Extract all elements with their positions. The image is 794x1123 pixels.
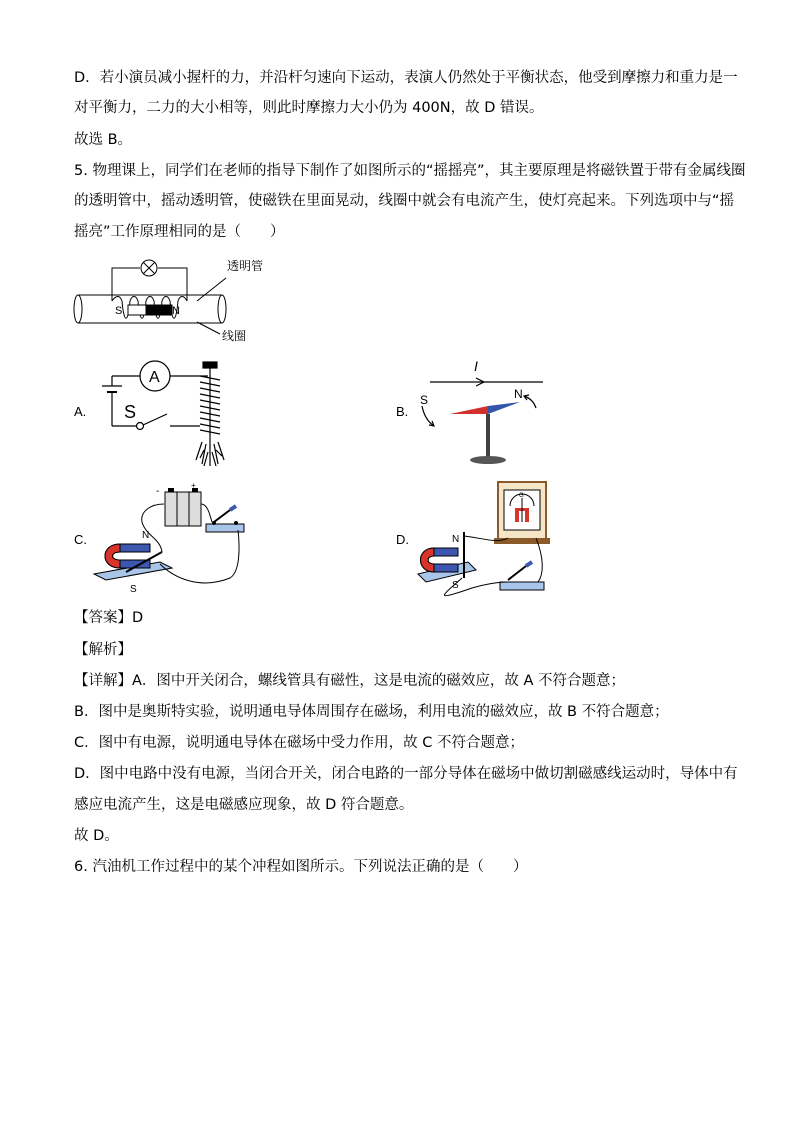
- switch-base: [500, 582, 544, 590]
- option-a-figure: [90, 356, 240, 471]
- wire: [160, 530, 239, 583]
- question-6-line: 6. 汽油机工作过程中的某个冲程如图所示。下列说法正确的是（ ）: [74, 859, 528, 875]
- magnet-s-label: S: [130, 584, 137, 594]
- option-c-figure: [90, 482, 255, 594]
- needle-s-label: S: [420, 393, 429, 407]
- text-line: 对平衡力，二力的大小相等，则此时摩擦力大小仍为 400N，故 D 错误。: [74, 100, 544, 116]
- needle-n-label: N: [514, 387, 523, 401]
- wire: [536, 538, 542, 582]
- magnet-n-label: N: [142, 530, 150, 541]
- switch-label: S: [124, 402, 137, 422]
- option-d-figure: [412, 478, 562, 600]
- question-5-line: 5. 物理课上，同学们在老师的指导下制作了如图所示的“摇摇亮”，其主要原理是将磁铁置于带有金属线圈: [74, 163, 746, 179]
- magnet-s-label: S: [115, 305, 123, 317]
- detail-line-a: 【详解】A．图中开关闭合，螺线管具有磁性，这是电流的磁效应，故 A 不符合题意；: [74, 673, 626, 689]
- question-5-line: 摇亮”工作原理相同的是（ ）: [74, 224, 285, 240]
- magnet-s-label: S: [452, 580, 459, 591]
- option-d-label: D.: [396, 532, 409, 547]
- option-b-label: B.: [396, 404, 409, 419]
- ammeter-label: A: [149, 369, 160, 386]
- wire: [201, 504, 212, 522]
- coil-label: 线圈: [222, 329, 247, 343]
- magnet-n-label: N: [452, 534, 460, 545]
- compass-stand: [470, 456, 506, 464]
- galvanometer: [494, 482, 550, 544]
- current-label: I: [474, 358, 478, 374]
- conclusion-line: 故 D。: [74, 828, 119, 844]
- detail-line-d: 感应电流产生，这是电磁感应现象，故 D 符合题意。: [74, 797, 414, 813]
- tube-label: 透明管: [227, 259, 264, 273]
- answer-line: 【答案】D: [74, 610, 144, 626]
- option-b-figure: [410, 356, 555, 471]
- detail-line-c: C．图中有电源，说明通电导体在磁场中受力作用，故 C 不符合题意；: [74, 735, 524, 751]
- shake-light-figure: [70, 254, 300, 346]
- detail-line-b: B．图中是奥斯特实验，说明通电导体周围存在磁场，利用电流的磁效应，故 B 不符合题意；: [74, 704, 669, 720]
- question-5-line: 的透明管中，摇动透明管，使磁铁在里面晃动，线圈中就会有电流产生，使灯亮起来。下列选项中与“摇: [74, 193, 735, 209]
- battery-pack: [165, 488, 201, 526]
- battery-minus-label: -: [156, 486, 160, 497]
- compass-needle-red: [450, 406, 488, 414]
- option-a-label: A.: [74, 404, 87, 419]
- battery-plus-label: +: [191, 482, 196, 490]
- galvanometer-label: G: [519, 493, 524, 499]
- analysis-heading: 【解析】: [74, 642, 132, 658]
- compass-needle-blue: [488, 402, 520, 414]
- switch-blade: [143, 414, 167, 425]
- option-c-label: C.: [74, 532, 87, 547]
- detail-line-d: D．图中电路中没有电源，当闭合开关，闭合电路的一部分导体在磁场中做切割磁感线运动时，导体中有: [74, 766, 738, 782]
- text-line: 故选 B。: [74, 132, 133, 148]
- magnet-n-label: N: [172, 305, 180, 317]
- text-line: D．若小演员减小握杆的力，并沿杆匀速向下运动，表演人仍然处于平衡状态，他受到摩擦力和重力是一: [74, 70, 738, 86]
- lamp-wire: [112, 268, 140, 301]
